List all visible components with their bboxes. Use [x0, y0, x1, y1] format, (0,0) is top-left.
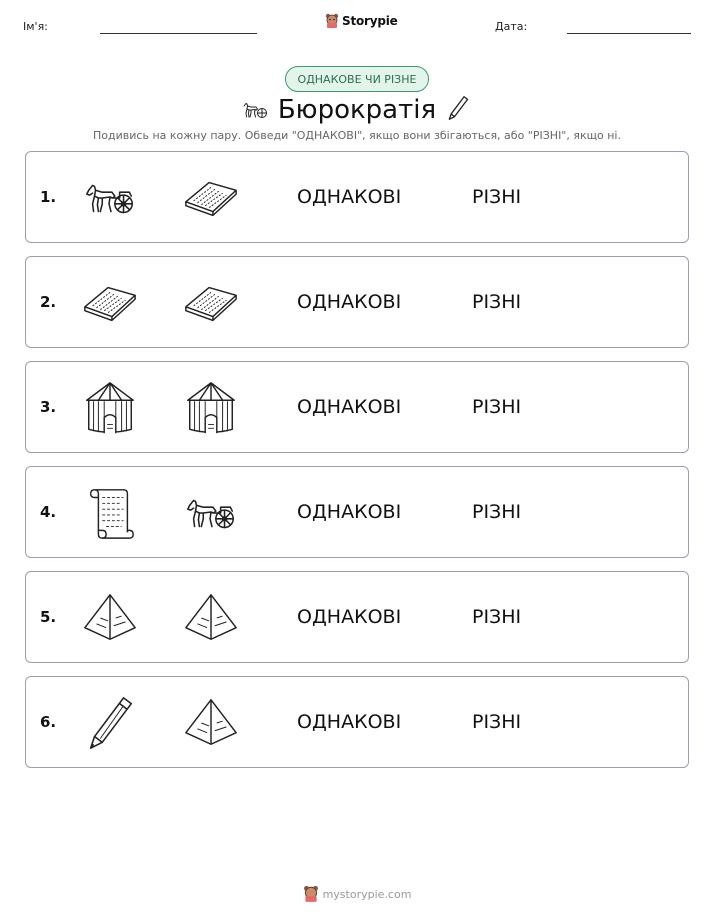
- name-label: Ім'я:: [23, 20, 48, 33]
- option-same[interactable]: ОДНАКОВІ: [297, 606, 402, 628]
- pyramid-icon: [81, 589, 139, 647]
- option-same[interactable]: ОДНАКОВІ: [297, 186, 402, 208]
- row-number: 5.: [40, 608, 57, 626]
- option-different[interactable]: РІЗНІ: [472, 501, 522, 523]
- option-different[interactable]: РІЗНІ: [472, 186, 522, 208]
- granary-icon: [81, 379, 139, 437]
- clay-tablet-icon: [182, 274, 240, 332]
- exercise-row: [25, 361, 689, 453]
- option-different[interactable]: РІЗНІ: [472, 606, 522, 628]
- clay-tablet-icon: [182, 169, 240, 227]
- title-row: [0, 92, 714, 128]
- row-number: 6.: [40, 713, 57, 731]
- option-different[interactable]: РІЗНІ: [472, 711, 522, 733]
- chariot-icon: [81, 169, 139, 227]
- pyramid-icon: [182, 589, 240, 647]
- chariot-icon: [182, 484, 240, 542]
- logo-text: Storypie: [342, 14, 398, 28]
- exercise-row: [25, 151, 689, 243]
- exercise-row: [25, 571, 689, 663]
- pencil-icon: [445, 92, 471, 128]
- exercise-row: [25, 676, 689, 768]
- option-same[interactable]: ОДНАКОВІ: [297, 711, 402, 733]
- clay-tablet-icon: [81, 274, 139, 332]
- exercise-row: [25, 466, 689, 558]
- scroll-icon: [81, 484, 139, 542]
- worksheet-type-badge: ОДНАКОВЕ ЧИ РІЗНЕ: [285, 66, 429, 92]
- row-number: 1.: [40, 188, 57, 206]
- footer-url[interactable]: mystorypie.com: [322, 887, 412, 901]
- exercise-row: [25, 256, 689, 348]
- page-title: Бюрократія: [277, 95, 437, 125]
- option-different[interactable]: РІЗНІ: [472, 291, 522, 313]
- option-same[interactable]: ОДНАКОВІ: [297, 396, 402, 418]
- pyramid-icon: [182, 694, 240, 752]
- date-field-line[interactable]: [567, 33, 691, 34]
- instructions: Подивись на кожну пару. Обведи "ОДНАКОВІ", якщо вони збігаються, або "РІЗНІ", якщо ні.: [93, 129, 621, 142]
- name-field-line[interactable]: [100, 33, 257, 34]
- bear-logo-icon: [303, 885, 319, 903]
- row-number: 4.: [40, 503, 57, 521]
- storypie-logo: [325, 13, 398, 29]
- granary-icon: [182, 379, 240, 437]
- option-same[interactable]: ОДНАКОВІ: [297, 501, 402, 523]
- option-same[interactable]: ОДНАКОВІ: [297, 291, 402, 313]
- date-label: Дата:: [495, 20, 528, 33]
- row-number: 2.: [40, 293, 57, 311]
- pencil-icon: [81, 694, 139, 752]
- bear-logo-icon: [325, 13, 339, 29]
- option-different[interactable]: РІЗНІ: [472, 396, 522, 418]
- row-number: 3.: [40, 398, 57, 416]
- footer: [0, 885, 714, 903]
